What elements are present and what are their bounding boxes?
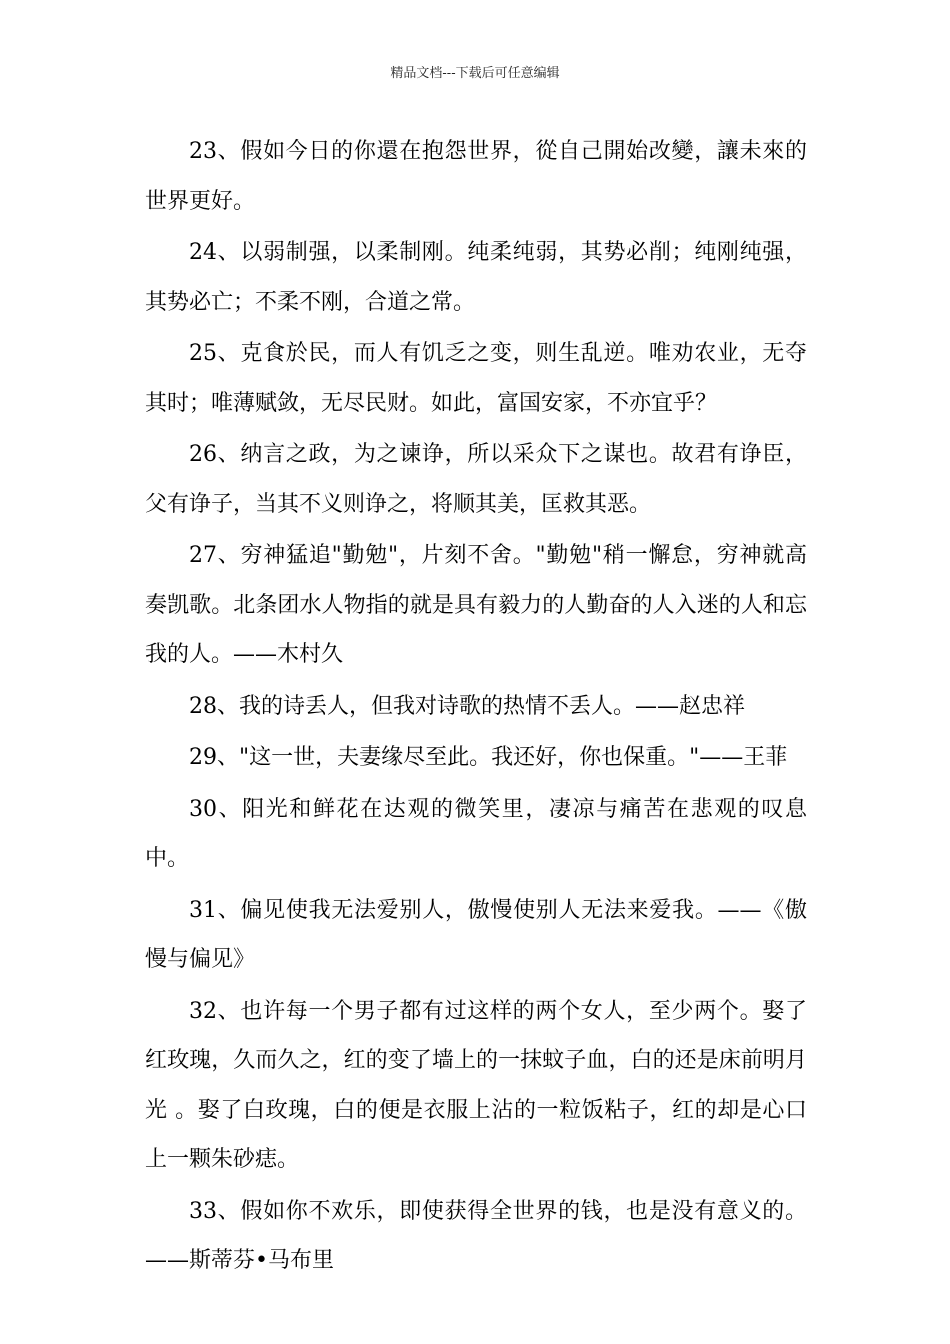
document-body: [145, 127, 807, 1288]
quote-paragraph: 33、假如你不欢乐，即使获得全世界的钱，也是没有意义的。——斯蒂芬•马布里: [145, 1198, 807, 1273]
quote-paragraph: 31、偏见使我无法爱别人，傲慢使别人无法来爱我。——《傲慢与偏见》: [145, 897, 807, 972]
quote-paragraph: 27、穷神猛追"勤勉"，片刻不舍。"勤勉"稍一懈怠，穷神就高奏凯歌。北条团水人物指的就是具有毅力的人勤奋的人入迷的人和忘我的人。——木村久: [145, 543, 807, 667]
quote-paragraph: 28、我的诗丢人，但我对诗歌的热情不丢人。——赵忠祥: [189, 693, 745, 719]
quote-paragraph: 23、假如今日的你還在抱怨世界，從自己開始改變，讓未來的世界更好。: [145, 139, 807, 214]
quote-paragraph: 30、阳光和鲜花在达观的微笑里，凄凉与痛苦在悲观的叹息中。: [145, 796, 807, 871]
quote-paragraph: 32、也许每一个男子都有过这样的两个女人，至少两个。娶了红玫瑰，久而久之，红的变了墙上的一抹蚊子血，白的还是床前明月光 。娶了白玫瑰，白的便是衣服上沾的一粒饭粘子，红的却是心口上一颗朱砂痣。: [145, 998, 807, 1172]
quote-paragraph: 25、克食於民，而人有饥乏之变，则生乱逆。唯劝农业，无夺其时；唯薄赋敛，无尽民财。如此，富国安家，不亦宜乎？: [145, 341, 807, 416]
page-header: 精品文档---下载后可任意编辑: [390, 66, 560, 81]
quote-paragraph: 24、以弱制强，以柔制刚。纯柔纯弱，其势必削；纯刚纯强，其势必亡；不柔不刚，合道之常。: [145, 240, 807, 315]
quote-paragraph: 26、纳言之政，为之谏诤，所以采众下之谋也。故君有诤臣，父有诤子，当其不义则诤之，将顺其美，匡救其恶。: [145, 442, 807, 517]
quote-paragraph: 29、"这一世，夫妻缘尽至此。我还好，你也保重。"——王菲: [189, 745, 788, 770]
